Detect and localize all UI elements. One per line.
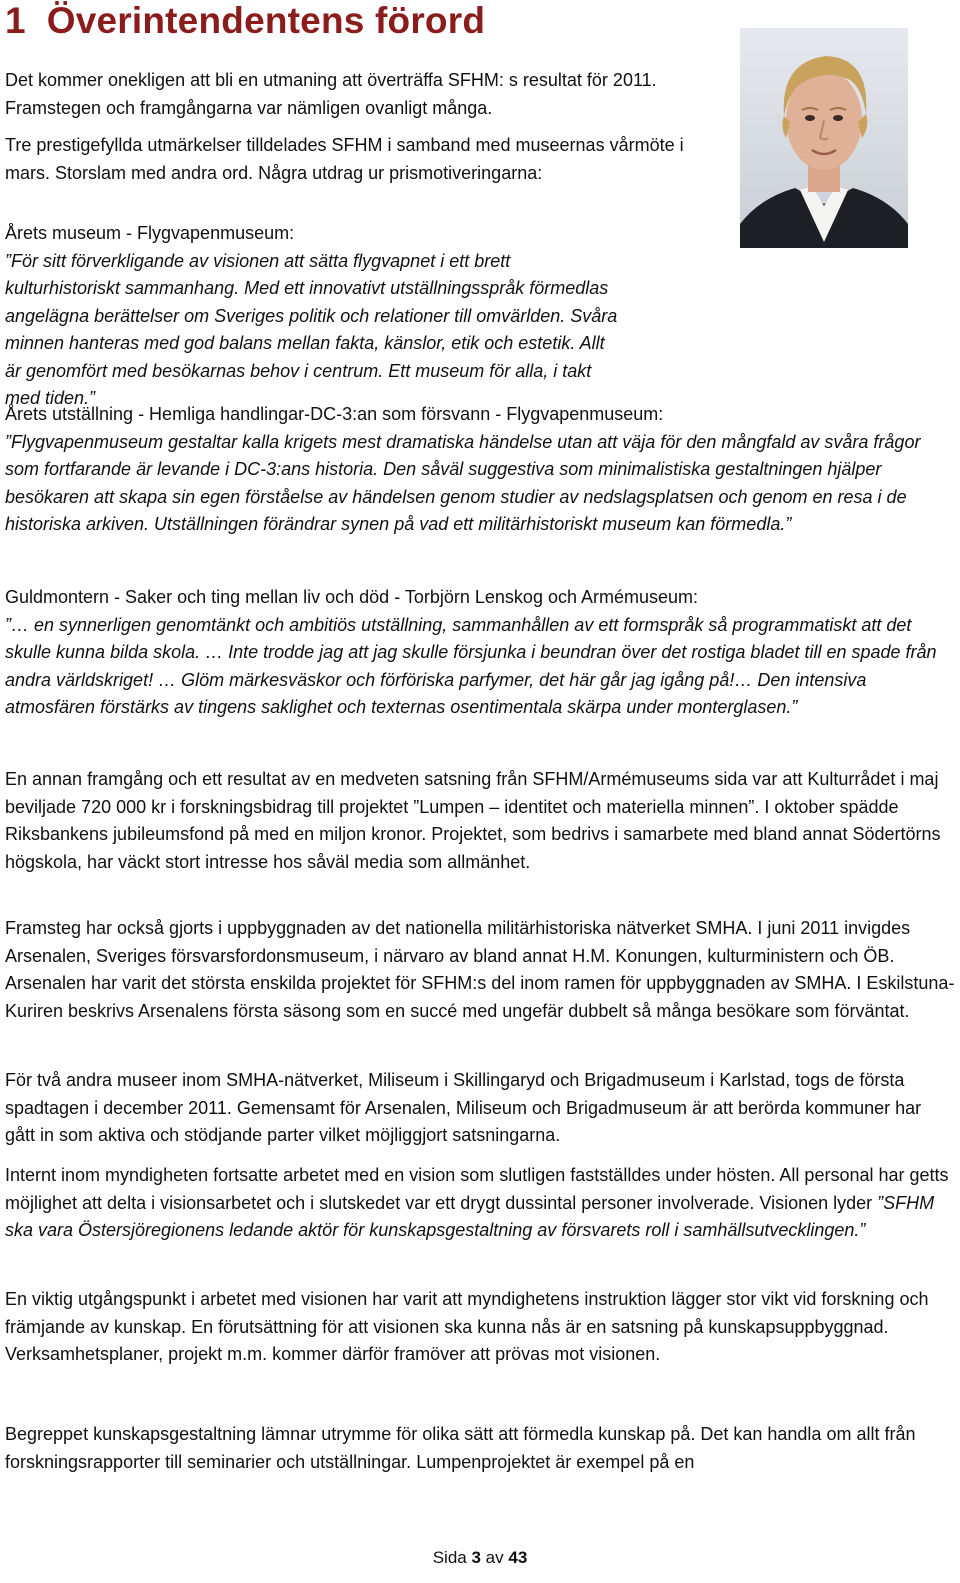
footer-of: av [485, 1548, 504, 1567]
award-museum [5, 220, 725, 413]
award-quote: ”För sitt förverkligande av visionen att sätta flygvapnet i ett brett kulturhistoriskt sammanhang. Med ett innovativt utställningsspråk förmedlas angelägna berättelser om Sveriges politik och relationer till omvärlden. Svåra minnen hanteras med god balans mellan fakta, känslor, etik och estetik. Allt är genomfört med besökarnas behov i centrum. Ett museum för alla, i takt med tiden.” [5, 250, 618, 408]
intro-paragraph-1: Det kommer onekligen att bli en utmaning att överträffa SFHM: s resultat för 2011. Framstegen och framgångarna var nämligen ovanligt många. [5, 70, 657, 118]
footer-prefix: Sida [432, 1548, 467, 1567]
award-quote: ”Flygvapenmuseum gestaltar kalla krigets mest dramatiska händelse utan att väja för den mångfald av svåra frågor som fortfarande är levande i DC-3:ans historia. Den såväl suggestiva som minimalistiska gestaltningen hjälper besökaren att skapa sin egen förståelse av händelsen genom studier av nedslagsplatsen och genom en resa i de historiska arkiven. Utställningen förändrar synen på vad ett militärhistoriskt museum kan förmedla.” [5, 431, 921, 534]
chapter-title: Överintendentens förord [46, 0, 486, 41]
award-quote: ”… en synnerligen genomtänkt och ambitiös utställning, sammanhållen av ett formspråk så programmatiskt att det skulle kunna bilda skola. … Inte trodde jag att jag skulle försjunka i beundran över det rostiga bladet till en spade från andra världskriget! … Glöm märkesväskor och förföriska parfymer, det här går jag igång på!… Den intensiva atmosfären förstärks av tingens saklighet och texternas osentimentala skärpa under monterglasen.” [5, 614, 937, 717]
footer-total-pages: 43 [508, 1548, 528, 1567]
award-label: Årets museum - Flygvapenmuseum: [5, 223, 295, 243]
intro-paragraph-2: Tre prestigefyllda utmärkelser tilldelades SFHM i samband med museernas vårmöte i mars. Storslam med andra ord. Några utdrag ur prismotiveringarna: [5, 135, 684, 183]
body-paragraph-2: Framsteg har också gjorts i uppbyggnaden av det nationella militärhistoriska nätverket SMHA. I juni 2011 invigdes Arsenalen, Sveriges försvarsfordonsmuseum, i närvaro av bland annat H.M. Konungen, kulturministern och ÖB. Arsenalen har varit det största enskilda projektet för SFHM:s del inom ramen för uppbyggnaden av SMHA. I Eskilstuna-Kuriren beskrivs Arsenalens första säsong som en succé med ungefär dubbelt så många besökare som förväntat. [5, 918, 955, 1021]
body-paragraph-1: En annan framgång och ett resultat av en medveten satsning från SFHM/Armémuseums sida var att Kulturrådet i maj beviljade 720 000 kr i forskningsbidrag till projektet ”Lumpen – identitet och materiella minnen”. I oktober spädde Riksbankens jubileumsfond på med en miljon kronor. Projektet, som bedrivs i samarbete med bland annat Södertörns högskola, har väckt stort intresse hos såväl media som allmänhet. [5, 769, 941, 872]
award-label: Årets utställning - Hemliga handlingar-DC-3:an som försvann - Flygvapenmuseum: [5, 404, 664, 424]
award-label: Guldmontern - Saker och ting mellan liv och död - Torbjörn Lenskog och Armémuseum: [5, 587, 699, 607]
chapter-number: 1 [5, 0, 26, 41]
portrait-illustration [740, 28, 908, 248]
body-paragraph-4 [5, 1162, 955, 1245]
body-paragraph-5: En viktig utgångspunkt i arbetet med visionen har varit att myndighetens instruktion lägger stor vikt vid forskning och främjande av kunskap. En förutsättning för att visionen ska kunna nås är en satsning på kunskapsuppbyggnad. Verksamhetsplaner, projekt m.m. kommer därför framöver att prövas mot visionen. [5, 1289, 929, 1364]
portrait-photo [740, 28, 908, 248]
body-paragraph-3: För två andra museer inom SMHA-nätverket, Miliseum i Skillingaryd och Brigadmuseum i Karlstad, togs de första spadtagen i december 2011. Gemensamt för Arsenalen, Miliseum och Brigadmuseum är att berörda kommuner har gått in som aktiva och stödjande parter vilket möjliggjort satsningarna. [5, 1070, 922, 1145]
award-guldmontern [5, 584, 955, 722]
award-exhibition [5, 401, 955, 539]
footer-page-number: 3 [471, 1548, 481, 1567]
page-footer [0, 1548, 960, 1568]
body-paragraph-6: Begreppet kunskapsgestaltning lämnar utrymme för olika sätt att förmedla kunskap på. Det kan handla om allt från forskningsrapporter till seminarier och utställningar. Lumpenprojektet är exempel på en [5, 1424, 916, 1472]
vision-quote: ”SFHM ska vara Östersjöregionens ledande aktör för kunskapsgestaltning av försvarets roll i samhällsutvecklingen.” [5, 1192, 935, 1240]
page-title [5, 0, 485, 42]
vision-intro-text: Internt inom myndigheten fortsatte arbetet med en vision som slutligen fastställdes under hösten. All personal har getts möjlighet att delta i visionsarbetet och i slutskedet var ett drygt dussintal personer involverade. Visionen lyder [5, 1165, 949, 1213]
